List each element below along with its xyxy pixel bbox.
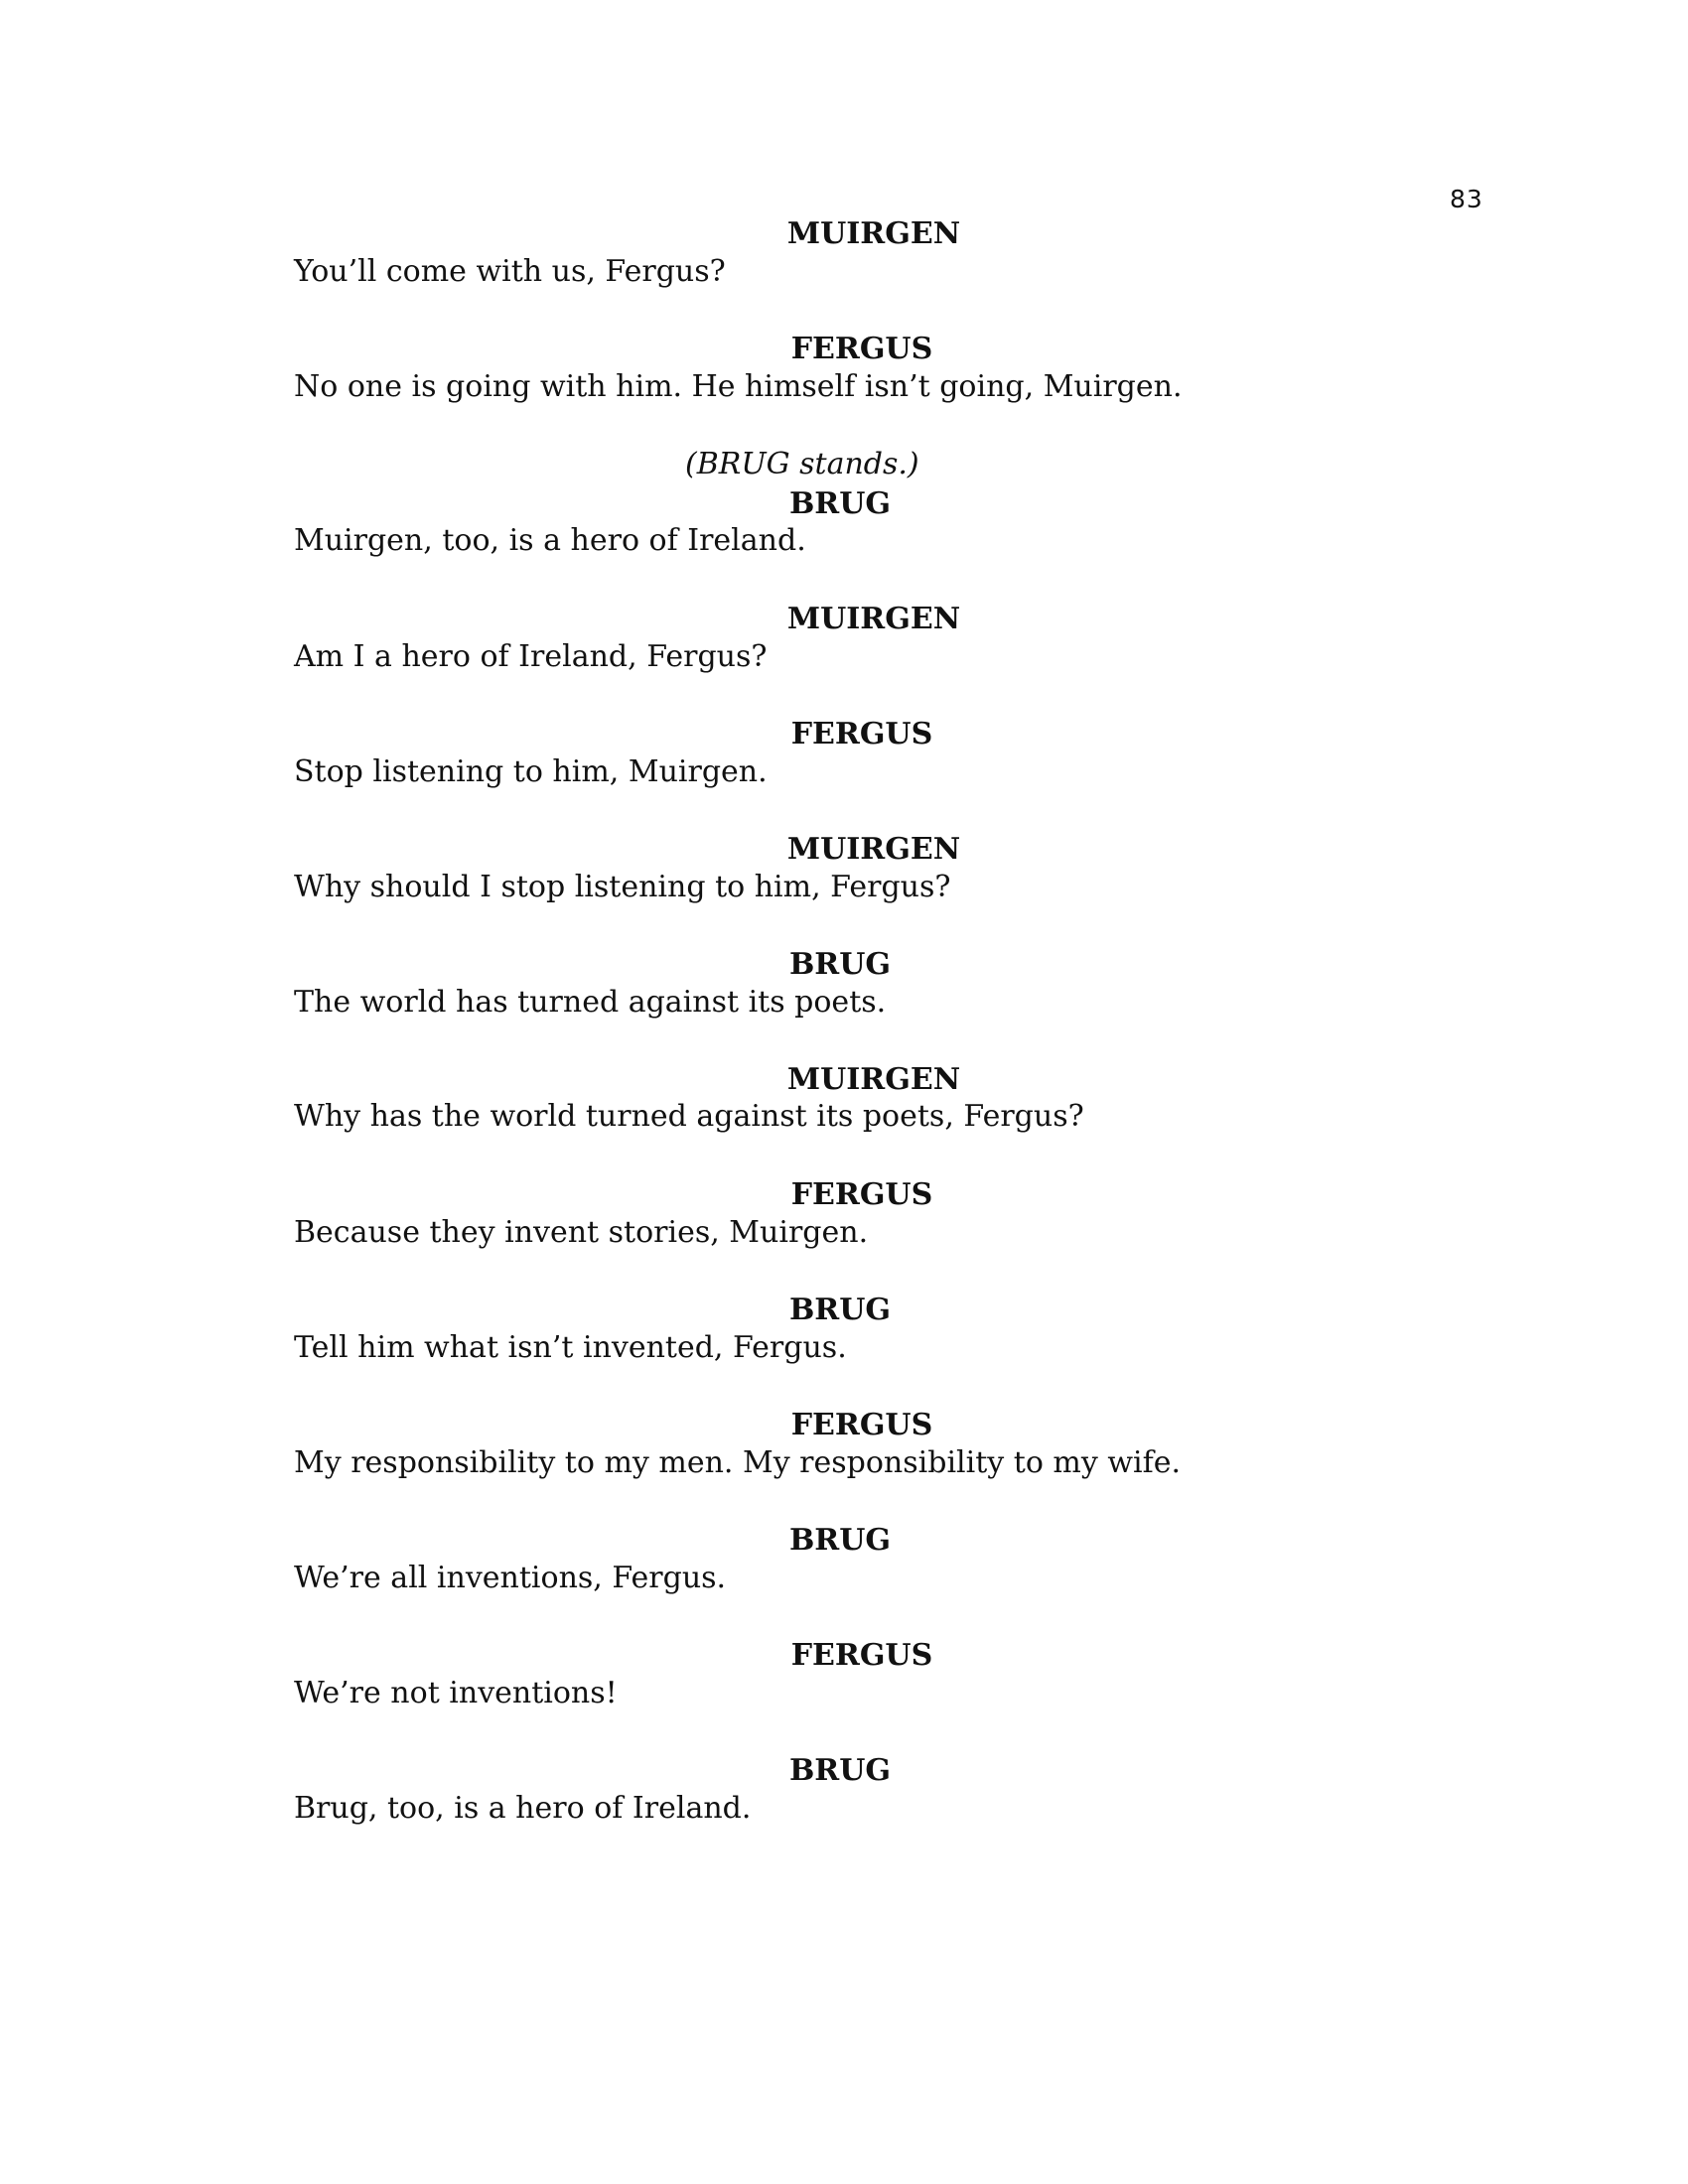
dialogue-line: No one is going with him. He himself isn’t going, Muirgen. [294,369,1183,404]
dialogue-line: We’re all inventions, Fergus. [294,1561,727,1595]
speaker-name: FERGUS [790,717,933,751]
speaker-name: MUIRGEN [786,216,961,251]
speaker-name: MUIRGEN [786,602,961,636]
dialogue-line: Because they invent stories, Muirgen. [294,1215,869,1250]
speaker-name: BRUG [788,486,892,521]
dialogue-line: Brug, too, is a hero of Ireland. [294,1791,752,1826]
dialogue-line: Am I a hero of Ireland, Fergus? [294,639,768,674]
page-number: 83 [1450,185,1483,213]
speaker-name: MUIRGEN [786,832,961,867]
speaker-name: BRUG [788,1293,892,1327]
speaker-name: FERGUS [790,1177,933,1212]
dialogue-line: Why should I stop listening to him, Fergus? [294,870,951,904]
dialogue-line: Muirgen, too, is a hero of Ireland. [294,523,806,558]
dialogue-line: We’re not inventions! [294,1676,618,1710]
speaker-name: FERGUS [790,332,933,366]
speaker-name: BRUG [788,1523,892,1558]
dialogue-line: Stop listening to him, Muirgen. [294,754,768,789]
speaker-name: FERGUS [790,1638,933,1673]
dialogue-line: The world has turned against its poets. [294,985,887,1020]
speaker-name: MUIRGEN [786,1062,961,1097]
dialogue-line: Why has the world turned against its poets, Fergus? [294,1099,1084,1134]
dialogue-line: You’ll come with us, Fergus? [294,254,726,289]
dialogue-line: My responsibility to my men. My responsibility to my wife. [294,1445,1182,1480]
speaker-name: BRUG [788,947,892,982]
dialogue-line: Tell him what isn’t invented, Fergus. [294,1330,847,1365]
speaker-name: FERGUS [790,1408,933,1442]
stage-direction: (BRUG stands.) [685,447,919,481]
speaker-name: BRUG [788,1753,892,1788]
